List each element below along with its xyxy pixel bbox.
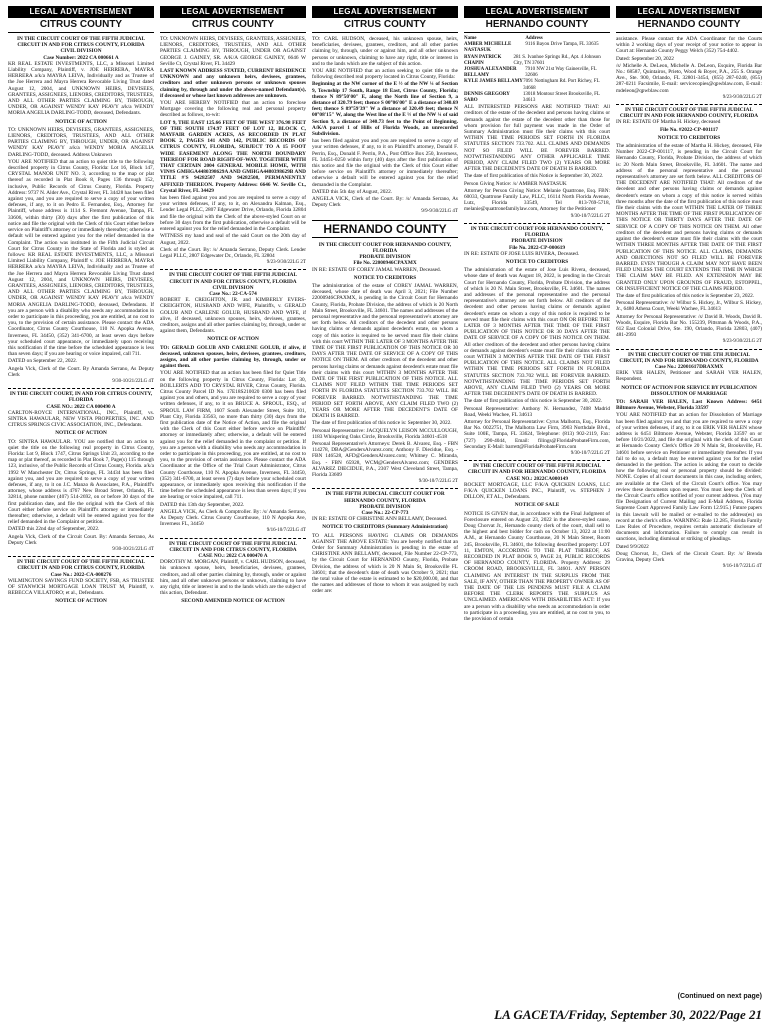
column-5 [616, 6, 762, 991]
continued-note: (Continued on next page) [677, 992, 762, 1000]
pub-code: 9/30-10/7/22LG 2T [570, 213, 610, 219]
court-heading: IN THE CIRCUIT COURT OF THE FIFTH JUDICIAL CIRCUIT IN AND FOR HERNANDO COUNTY, FLORIDA [619, 107, 759, 120]
signature: Angela Vick, Clerk of the Court. By Amanda Serrano, As Deputy Clerk [8, 365, 154, 378]
file-number: File No. 22000946CPAXMX [353, 260, 417, 267]
notice-body: YOU ARE NOTIFIED that an action seeking to quiet title to the following described real property located in Citrus County, Florida: [312, 68, 458, 81]
attorney: Attorney for Person Giving Notice: Melanie Quattrone, Esq. FBN: 60033, Quattrone Family Law, PLLC, 16114 North Florida Avenue, Lutz, Florida 33549, Tel 813-769-5718, melanie@quattronefamilylaw.com, Attorney for the Petitioner [464, 187, 610, 213]
table-row [464, 42, 610, 54]
publication-date: The date of first publication of this notice is: September 30, 2022. [312, 420, 452, 427]
notice-to: TO: CARL HUDSON, deceased, his unknown spouse, heirs, beneficiaries, devisees, grantees, creditors, and all other parties claiming by, through, under or against him, and all other unknown persons or unknown, claiming to have any right, title or interest in and to the lands which are the subject of this action. [312, 36, 458, 67]
divider [160, 269, 306, 270]
legal-notice [616, 36, 762, 101]
pub-code: 9/23-9/30/22LG 2T [266, 260, 306, 266]
notice-body: YOU ARE NOTIFIED that an action to quiet title to the following described property in Citrus County, Florida: Lot 16, Block 147, CRYSTAL MANOR UNIT NO. 3, according to the map or plat thereof as recorded in Plat Book 8, Pages 136 through 152, inclusive, Public Records of Citrus County, Florida. Property Address: 9737 N. Alder Ave., Crystal River, FL 34428 has been filed against you, and you are required to serve a copy of your written defenses, if any, to it on Pedro E. Fernandez, Esq., Attorney for Plaintiff, whose address is 1114 S. Fremont Avenue, Tampa, FL 33606, within thirty (30) days after the first publication of this notice and file the original with the Clerk of this Court either before service on Plaintiff's attorney or immediately thereafter; otherwise a default will be entered against you for the relief demanded in the Complaint. The action was instituted in the Fifth Judicial Circuit Court for Citrus County in the State of Florida and is styled as follows: KR REAL ESTATE INVESTMENTS, LLC, a Missouri Limited Liability Company, Plaintiff v. JOE HERRERA, MAYRA HERRERA a/k/a MAYRA LEIVA, Individually and as Trustee of the Joe Herrera and Mayra Herrera Revocable Living Trust dated August 12, 2004, and UNKNOWN HEIRS, DEVISEES, GRANTEES, ASSIGNEES, LIENORS, CREDITORS, TRUSTEES, AND ALL OTHER PARTIES CLAIMING BY, THROUGH, UNDER, OR AGAINST WENDY KAY PEAVY a/k/a WENDY MORIA ANGELIA DARLING-TODD, deceased, Defendants. If you are a person with a disability who needs any accommodation in order to participate in this proceeding, you are entitled, at no cost to you, to the provision of certain assistance. Please contact the ADA Coordinator, Citrus County Courthouse, 110 N. Apopka Avenue, Inverness, FL 34450, (352) 341-6700, at least seven days before your scheduled court appearance, or immediately upon receiving this notification if the time before the scheduled appearance is less than seven days; if you are hearing or voice impaired, call 711. [8, 158, 154, 358]
legal-notice [616, 107, 762, 346]
pub-code: 9/30-10/7/22LG 2T [418, 479, 458, 485]
court-heading: IN THE CIRCUIT COURT OF THE 5TH JUDICIAL CIRCUIT, IN AND FOR HERNANDO COUNTY, FLORIDA [619, 351, 759, 364]
notice-title: NOTICE TO CREDITORS (Summary Administration) [322, 524, 448, 531]
legal-notice [8, 36, 154, 385]
column-header-address: Address [525, 36, 543, 41]
personal-representative: Personal Representative: JACQUELYN LEISON MCCULLOUGH, 1183 Whispering Oaks Circle, Brooksville, Florida 34601-4518 [312, 427, 458, 440]
notice-body: YOU ARE NOTIFIED that an action has been filed for Quiet Title on the following property in Citrus County, Florida: Lot 30, BOILLERTS ADD TO CRYSTAL RIVER, Citrus County, Florida. Citrus County Parcel ID No. 17E18S210020 0300 has been filed against you and others, and you are required to serve a copy of your written defenses, if any, to it on BRUCE A. SPROUL, ESQ., of SPROUL LAW FIRM, 1607 South Alexander Street, Suite 101, Plant City, Florida 33563, no more than thirty (30) days from the first publication date of the Notice of Action, and file the original with the Clerk of this Court either before service on Plaintiffs' attorney or immediately after; otherwise, a default will be entered against you for the relief demanded in the complaint or petition. If you are a person with a disability who needs any accommodation in order to participate in this proceeding, you are entitled, at no cost to you, to the provision of certain assistance. Please contact the ADA Coordinator at the Office of the Trial Court Administrator, Citrus County Courthouse, 110 N. Apopka Avenue, Inverness, FL 34450, (352) 341-6700, at least seven (7) days before your scheduled court appearance, or immediately upon receiving this notification if the time before the scheduled appearance is less than seven days; if you are hearing or voice impaired, call 711. [160, 370, 306, 501]
dated: DATED this 22nd day of September, 2022. [8, 526, 100, 533]
signature: ANGELA VICK, As Clerk & Comptroller. By: /s/ Amanda Serrano, As Deputy Clerk. Citrus County Courthouse, 110 N Apopka Ave, Inverness FL, 34450 [160, 508, 306, 528]
case-number: CASE NO.: 2022 CA 000490 A [46, 403, 116, 410]
divider [8, 556, 154, 557]
divider [464, 223, 610, 224]
pub-code: 9/23-9/30/22LG 2T [722, 94, 762, 100]
personal-representative: Personal Representative: Anthony N. Hernandez, 7408 Madrid Road, Weeki Wachee, FL 34613 [464, 405, 610, 418]
case-number: CASE NO.: 2022CA000149 [506, 475, 568, 482]
legal-notice [312, 491, 458, 594]
column-2 [160, 6, 306, 991]
division: CIVIL DIVISION [60, 48, 102, 55]
column-4 [464, 6, 610, 991]
parties: CARLTON-ROYCE INTERNATIONAL, INC., Plaintiff, vs. SINTRA HAWAULAR, NEW VISTA PROPERTIES, INC. AND CITRUS SPRINGS CIVIC ASSOCIATION, INC., Defendants. [8, 409, 154, 429]
notice-to: TO: UNKNOWN HEIRS, DEVISEES, GRANTEES, ASSIGNEES, LIENORS, CREDITORS, TRUSTEES, AND ALL OTHER PARTIES CLAIMING BY, THROUGH, UNDER, OR AGAINST WENDY KAY PEAVY a/k/a WENDY MORIA ANGELIA DARLING-TODD, deceased. Address Unknown [8, 126, 154, 158]
beneficiary-table [464, 36, 610, 104]
divider [464, 460, 610, 461]
legal-description: Beginning at the NW corner of the E ½ of the NW ¼ of Section 9, Township 17 South, Range 18 East, Citrus County, Florida; thence N 89°50'00" E, along the North line of Section 9, a distance of 320.79 feet; thence S 00°06'00" E a distance of 340.69 feet; thence S 89°59'39" W a distance of 320.49 feet; thence N 00°08'15" W, along the West line of the E ½ of the NW ¼ of said Section 9, a distance of 340.73 feet to the Point of Beginning. A/K/A parcel 1 of Hills of Florida Woods, an unrecorded Subdivision. [312, 81, 458, 138]
estate: IN RE: ESTATE OF Martha H. Hickey, deceased [616, 119, 721, 126]
notice-body: The administration of the estate of COREY JAMAL WARREN, deceased, whose date of death was April 3, 2021; File Number 22000946CPAXMX, is pending in the Circuit Court for Hernando County, Florida, Probate Division, the address of which is 20 North Main Street, Brooksville, FL 34601. The names and addresses of the personal representative and the personal representative's attorney are set forth below. All creditors of the decedent and other persons having claims or demands against decedent's estate, on whom a copy of this notice is required to be served must file their claims with this court WITHIN THE LATER OF 3 MONTHS AFTER THE TIME OF THE FIRST PUBLICATION OF THIS NOTICE OR 30 DAYS AFTER THE DATE OF SERVICE OF A COPY OF THIS NOTICE ON THEM. All other creditors of the decedent and other persons having claims or demands against decedent's estate must file their claims with this court WITHIN 3 MONTHS AFTER THE DATE OF THE FIRST PUBLICATION OF THIS NOTICE. ALL CLAIMS NOT FILED WITHIN THE TIME PERIODS SET FORTH IN FLORIDA STATUTES SECTION 733.702 WILL BE FOREVER BARRED. NOTWITHSTANDING THE TIME PERIOD SET FORTH ABOVE, ANY CLAIM FILED TWO (2) YEARS OR MORE AFTER THE DECEDENT'S DATE OF DEATH IS BARRED. [312, 282, 458, 420]
pub-code: 9/9-9/30/22LG 4T [421, 209, 458, 215]
column-header: LEGAL ADVERTISEMENT [8, 6, 154, 18]
signature: Angela Vick, Clerk of the Circuit Court. By: Amanda Serrano, As Deputy Clerk [8, 533, 154, 546]
column-header: LEGAL ADVERTISEMENT [464, 6, 610, 18]
court-heading: IN THE CIRCUIT COURT OF THE FIFTH JUDICIAL CIRCUIT IN AND FOR HERNANDO COUNTY, FLORIDA [467, 463, 607, 476]
county-label: HERNANDO COUNTY [616, 18, 762, 33]
column-3 [312, 6, 458, 991]
case-number: CASE NO.: 2022 CA 000470 A [198, 553, 268, 560]
legal-notice [8, 391, 154, 553]
pub-code: 9/30-10/7/22LG 2T [570, 451, 610, 456]
notice-body: NOTICE IS GIVEN that, in accordance with the Final Judgment of Foreclosure entered on August 23, 2022 in the above-styled cause, Doug Chorvat Jr., Hernando county clerk of the court, shall sell to the highest and best bidder for cash on October 13, 2022 at 11:00 A.M., at Hernando County Courthouse, 20 N Main Street, Room 245, Brooksville, FL 34601, the following described property: LOT 11, EMTON, ACCORDING TO THE PLAT THEREOF, AS RECORDED IN PLAT BOOK 9, PAGE 24, PUBLIC RECORDS OF HERNANDO COUNTY, FLORIDA. Property Address: 29 CROOM ROAD, BROOKSVILLE, FL 34601. ANY PERSON CLAIMING AN INTEREST IN THE SURPLUS FROM THE SALE, IF ANY, OTHER THAN THE PROPERTY OWNER AS OF THE DATE OF THE LIS PENDENS MUST FILE A CLAIM BEFORE THE CLERK REPORTS THE SURPLUS AS UNCLAIMED. AMERICANS WITH DISABILITIES ACT: If you are a person with a disability who needs an accommodation in order to participate in a proceeding, you are entitled, at no cost to you, to the provision of certain [464, 510, 610, 623]
publication-date: The date of first publication of this notice is September 30, 2022. [464, 398, 603, 405]
attorney: Attorney for Personal Representative: /s/ David R. Woods, David R. Woods, Esquire, Florida Bar No. 155239, Pittsman & Woods, P.A., 612 East Colonial Drive, Ste. 190, Orlando, Florida 32803, (407) 481-2993 [616, 313, 762, 339]
court-heading: IN THE CIRCUIT COURT FOR HERNANDO COUNTY, FLORIDA [470, 225, 604, 239]
address-cell: 7091 Nottingham Rd. Port Richey, FL 34668 [523, 79, 600, 91]
pub-code: 9/30-10/21/22LG 4T [112, 547, 154, 553]
notice-title: NOTICE OF ACTION [55, 598, 107, 605]
notice-body: assistance. Please contact the ADA Coordinator for the Courts within 2 working days of your receipt of your notice to appear in Court at: Hernando County Peggy Welch (352) 754-4402. [616, 36, 762, 55]
signature: /s/ Michelle A. DeLeon, Michelle A. DeLeon, Esquire, Florida Bar No.: 68587, Quintairos, Prieto, Wood & Boyer, P.A., 255 S. Orange Ave., Ste. 900, Orlando, FL 32801-3454, (855) 287-0240, (855) 287-0211 Facsimile, E-mail: servicecopies@qpwblaw.com, E-mail: mdeleon@qpwblaw.com [616, 62, 762, 94]
pub-code: 9/30-10/21/22LG 4T [112, 378, 154, 384]
division: PROBATE DIVISION [511, 238, 563, 245]
column-header-name: Name [464, 36, 477, 41]
case-number: Case No.: 22-CP-773 [361, 510, 409, 517]
legal-notice [160, 272, 306, 534]
pub-code: 9/16-10/7/22LG 4T [722, 564, 762, 570]
notice-title: NOTICE OF ACTION [207, 336, 259, 343]
legal-notice [160, 36, 306, 266]
county-label: CITRUS COUNTY [160, 18, 306, 33]
attorney: Personal Representative's Attorneys: Derek B. Alvarez, Esq. - FBN 114278, DBA@GendersAlvarez.com; Anthony F. Diecidue, Esq. - FBN 146528, AFD@GendersAlvarez.com; Whitney C. Miranda, Esq. - FBN 65928, WCM@GendersAlvarez.com; GENDERS ALVAREZ DIECIDUE, P.A., 2307 West Cleveland Street, Tampa, Florida 33609 [312, 440, 458, 478]
court-heading: IN THE CIRCUIT COURT OF THE FIFTH JUDICIAL CIRCUIT IN AND FOR CITRUS COUNTY, FLORIDA [169, 540, 297, 553]
signature: Doug Chorvat, Jr., Clerk of the Circuit Court. By: /s/ Brenda Gravina, Deputy Clerk [616, 550, 762, 564]
county-label: CITRUS COUNTY [312, 18, 458, 33]
division: CIVIL DIVISION [212, 284, 254, 291]
address-cell: 9116 Bayou Drive Tampa, FL 33635 [525, 42, 599, 48]
notice-body-2: has been filed against you and you are required to serve a copy of your written defenses, if any, to it on Plaintiff's attorney, Donald F. Perrin, Esq., Donald F. Perrin, P.A., Post Office Box 250, Inverness, FL 34451-0250 within forty (40) days after the first publication of this notice and file the original with the Clerk of this Court either before service on Plaintiff's attorney or immediately thereafter; otherwise a default will be entered against you for the relief demanded in the Complaint. [312, 138, 458, 188]
case-number: Case No.: 2022-CA-000276 [50, 571, 112, 578]
court-heading: IN THE CIRCUIT COURT, IN AND FOR CITRUS COUNTY, FLORIDA [9, 391, 153, 404]
legal-notice [8, 559, 154, 604]
notice-body-2: has been filed against you and you are required to serve a copy of your written defenses, if any, to it, on Alexandra Kalman, Esq., Lender Legal PLLC, 2807 Edgewater Drive, Orlando, Florida 32804 and file the original with the Clerk of the above-styled Court on or before 30 days from the first publication, otherwise a default will be entered against you for the relief demanded in the Complaint. [160, 195, 306, 233]
page-footer-text: LA GACETA/Friday, September 30, 2022/Page 21 [494, 1006, 762, 1022]
column-header: LEGAL ADVERTISEMENT [160, 6, 306, 18]
name-cell: RYAN PATRICK CHAPIN [464, 54, 502, 66]
file-number: File No. 2022-CP-000619 [508, 244, 566, 251]
divider [616, 104, 762, 105]
notice-title: NOTICE OF ACTION [55, 430, 107, 437]
table-row [464, 67, 610, 79]
legal-notice [464, 463, 610, 622]
personal-representative: Personal Representative: /s/ Wilbur S. Hickey, Jr., Wilbur S. Hickey, Jr., 6480 Athena Court, Weeki Wachee, FL 34613 [616, 300, 762, 313]
name-cell: DENNIS GREGORY SABO [464, 91, 510, 104]
dated: DATED on September 22, 2022. [8, 358, 78, 365]
pub-code: 9/16-10/7/22LG 4T [266, 528, 306, 534]
publication-date: The date of first publication of this Notice is September 30, 2022. [464, 173, 604, 180]
case-number: Case No.: 22001617DRAXMX [654, 363, 724, 370]
parties: ROCKET MORTGAGE, LLC F/K/A QUICKEN LOANS, LLC F/K/A QUICKEN LOANS INC., Plaintiff, vs. STEPHEN J DILLON, ET AL., Defendants. [464, 481, 610, 501]
table-row [464, 79, 610, 91]
divider [160, 538, 306, 539]
court-heading: IN THE CIRCUIT COURT OF THE FIFTH JUDICIAL CIRCUIT IN AND FOR CITRUS COUNTY, FLORIDA [17, 36, 145, 49]
witness: WITNESS my hand and seal of the said Court on the 20th day of August, 2022. [160, 233, 306, 246]
page-footer [8, 992, 762, 1022]
address-cell: 13018 Montour Street Brooksville, FL 34613 [522, 91, 600, 104]
division: PROBATE DIVISION [359, 254, 411, 261]
division: PROBATE DIVISION [359, 503, 411, 510]
county-label: CITRUS COUNTY [8, 18, 154, 33]
notice-title: NOTICE OF ACTION FOR SERVICE BY PUBLICATION DISSOLUTION OF MARRIAGE [621, 384, 757, 397]
court-heading: IN THE FIFTH JUDICIAL CIRCUIT COURT FOR HERNANDO COUNTY, FLORIDA [325, 491, 445, 504]
county-section-heading: HERNANDO COUNTY [312, 220, 458, 238]
notice-body: TO ALL PERSONS HAVING CLAIMS OR DEMANDS AGAINST THE ABOVE ESTATE: You are hereby notified that an Order for Summary Administration is pending in the estate of CHRISTINE ANN BELLAMY, deceased, File Number 22-CP-773, by the Circuit Court for HERNANDO County, Florida, Probate Division, the address of which is 20 N Main St, Brooksville FL 34601; that the decedent's date of death was October 9, 2021; that the total value of the estate is estimated to be $20,000.00, and that the names and addresses of those to whom it was assigned by such order are: [312, 532, 458, 595]
legal-notice [160, 541, 306, 605]
column-1 [8, 6, 154, 991]
case-number: Case No.: 22-CA-574 [209, 290, 257, 297]
last-known-address: LAST KNOWN ADDRESS STATED, CURRENT RESIDENCE UNKNOWN and any unknown heirs, devisees, grantees, creditors and other unknown persons or unknown spouses claiming by, through and under the above-named Defendant(s), if deceased or whose last known addresses are unknown. [160, 68, 306, 99]
notice-to: TO: GERALD GOLUB AND CARLENE GOLUB, if alive, if deceased, unknown spouses, heirs, devisees, grantees, creditors, assigns, and all other parties claiming by, through, under or against them. [160, 344, 306, 370]
notice-title: NOTICE TO CREDITORS [505, 258, 569, 265]
pub-code: 9/23-9/30/22LG 2T [722, 339, 762, 345]
address-cell: 7910 NW 21st Way Gainesville, FL 32606 [525, 67, 597, 79]
parties: KR REAL ESTATE INVESTMENTS, LLC, a Missouri Limited Liability Company, Plaintiff, v. JOE HERRERA, MAYRA HERRERA a/k/a MAYRA LEIVA, Individually and as Trustee of the Joe Herrera and Mayra Herrera Revocable Living Trust dated August 12, 2004, and UNKNOWN HEIRS, DEVISEES, GRANTEES, ASSIGNEES, LIENORS, CREDITORS, TRUSTEES, AND ALL OTHER PARTIES CLAIMING BY, THROUGH, UNDER, OR AGAINST WENDY KAY PEAVY a/k/a WENDY MORIA ANGELIA DARLING-TODD, deceased, Defendants. [8, 60, 154, 117]
estate: IN RE: ESTATE OF CHRISTINE ANN BELLAMY, Deceased. [312, 516, 448, 523]
divider [312, 488, 458, 489]
notice-body: YOU ARE HEREBY NOTIFIED that an action to foreclose Mortgage covering the following real and personal property described as follows, to-wit: [160, 100, 306, 119]
parties: ROBERT E. CREIGHTON, JR. and KIMBERLY EVERS-CREIGHTON, HUSBAND AND WIFE, Plaintiffs, v. GERALD GOLUB AND CARLENE GOLUB, HUSBAND AND WIFE, if alive, if deceased, unknown spouses, heirs, devisees, grantees, creditors, assigns and all other parties claiming by, through, under or against them, Defendants. [160, 297, 306, 335]
dated: Dated: September 20, 2022 [616, 55, 674, 62]
parties: DOROTHY M. MORGAN, Plaintiff, v. CARL HUDSON, deceased, his unknown spouse, heirs, beneficiaries, devisees, grantees, creditors, and all other parties claiming by, through, under or against him, and all other unknown persons or unknown, claiming to have any right, title or interest in and to the lands which are the subject of this action, Defendant. [160, 559, 306, 597]
address-cell: 281 S. Ivanhoe Springs Rd., Apt. 4 Johnson City, TN 37601 [513, 54, 601, 66]
person-giving-notice: Person Giving Notice: /s/ AMBER NASTASUK [464, 180, 567, 187]
divider [8, 388, 154, 389]
legal-notice [616, 352, 762, 571]
divider [616, 349, 762, 350]
table-row [464, 92, 610, 104]
notice-body: The administration of the estate of Martha H. Hickey, deceased, File Number 2022-CP-001117, is pending in the Circuit Court for Hernando County, Florida, Probate Division, the address of which is: 20 North Main Street, Brooksville, FL 34601. The name and address of the personal representative and the personal representative's attorney are set forth below. ALL CREDITORS OF THE DECEDENT ARE NOTIFIED THAT: All creditors of the decedent and other persons having claims or demands against decedent's estate on whom a copy of this notice is served within three months after the date of the first publication of this notice must file their claims with the court WITHIN THE LATER OF THREE MONTHS AFTER THE TIME OF THE FIRST PUBLICATION OF THIS NOTICE OR THIRTY DAYS AFTER THE DATE OF SERVICE OF A COPY OF THIS NOTICE ON THEM. All other creditors of the decedent and persons having claims or demands against the decedent's estate must file their claims with the court WITHIN THREE MONTHS AFTER THE DATE OF THE FIRST PUBLICATION OF THIS NOTICE. ALL CLAIMS, DEMANDS AND OBJECTIONS NOT SO FILED WILL BE FOREVER BARRED. EVEN THOUGH A CLAIM MAY NOT HAVE BEEN FILED UNLESS THE COURT EXTENDS THE TIME IN WHICH THE CLAIM MAY BE FILED. AN EXTENSION MAY BE GRANTED ONLY UPON GROUNDS OF FRAUD, ESTOPPEL, OR INSUFFICIENT NOTICE OF THE CLAIMS PERIOD. [616, 143, 762, 292]
court-heading: IN THE CIRCUIT COURT OF THE FIFTH JUDICIAL CIRCUIT IN AND FOR CITRUS COUNTY, FLORIDA [169, 272, 297, 285]
parties: WILMINGTON SAVINGS FUND SOCIETY, FSB, AS TRUSTEE OF STANWICH MORTGAGE LOAN TRUST M, Plaintiff, v. REBECCA VILLATORO; et al., Defendants. [8, 577, 154, 597]
notice-body: TO: SINTRA HAWAULAR. YOU are notified that an action to quiet the title on the following real property in Citrus County, Florida: Lot 9, Block 1747, Citrus Springs Unit 23, according to the map or plat thereof, as recorded in Plat Book 7, Page(s) 115 through 123, inclusive, of the Public Records of Citrus County, Florida. a/k/a 1992 W Manchester Dr, Citrus Springs, FL 34434 has been filed against you, and you are required to serve a copy of your written defenses, if any, to it on J.C. Manzo & Associates, P.A., Plaintiff's attorney, whose address is 4767 New Broad Street, Orlando, FL 32814, phone number (407) 514-2692, on or before 30 days of the first publication date, and file the original with the Clerk of this Court either before service on Plaintiff's attorney or immediately thereafter; otherwise, a default will be entered against you for the relief demanded in the Complaint or petition. [8, 438, 154, 526]
case-number: Case Number: 2022 CA 000661 A [43, 54, 119, 61]
notice-body: YOU ARE NOTIFIED that an action for Dissolution of Marriage has been filed against you and that you are required to serve a copy of your written defenses, if any, to it on ERIK VER HALEN whose address is 6451 Biltmore Avenue, Webster, Florida 33597 on or before 10/21/2022, and file the original with the clerk of this Court at Hernando County Clerk's Office 20 N Main St, Brooksville, FL 34601 before service on Petitioner or immediately thereafter. If you fail to do so, a default may be entered against you for the relief demanded in the petition. The action is asking the court to decide how the following real or personal property should be divided: NONE. Copies of all court documents in this case, including orders, are available at the Clerk of the Circuit Court's office. You may review these documents upon request. You must keep the Clerk of the Circuit Court's office notified of your current address. (You may file Designation of Current Mailing and E-Mail Address, Florida Supreme Court Approved Family Law Form 12.915.) Future papers in this lawsuit will be mailed or e-mailed to the address(es) on record at the clerk's office. WARNING: Rule 12.285, Florida Family Law Rules of Procedure, requires certain automatic disclosure of documents and information. Failure to comply can result in sanctions, including dismissal or striking of pleadings. [616, 412, 762, 543]
dated: Dated 9/9/2022 [616, 543, 649, 550]
publication-date: The date of first publication of this notice is September 23, 2022. [616, 292, 755, 299]
attorney: Attorney for Personal Representative: Cyrus Malhotra, Esq., Florida Bar No. 0022751, The Malhotra Law Firm, 3903 Northdale Blvd., Suite 100E, Tampa, FL 33624, Telephone: (813) 902-2119, Fax: (727) 290-4044, Email: filings@FloridaProbateFirm.com, Secondary E-Mail: barrett@FloridaProbateFirm.com [464, 418, 610, 450]
legal-notice [464, 36, 610, 220]
signature: Clerk of the Court. By: /s/ Amanda Serrano, Deputy Clerk. Lender Legal PLLC, 2807 Edgewater Dr., Orlando, FL 32804 [160, 246, 306, 259]
notice-title: SECOND AMENDED NOTICE OF ACTION [181, 598, 285, 605]
legal-notice [312, 242, 458, 486]
legal-notice [464, 226, 610, 457]
notice-body: ALL INTERESTED PERSONS ARE NOTIFIED THAT: All creditors of the estate of the decedent and persons having claims or demands against the estate of the decedent other than those for whom provision for full payment was made in the Order of Summary Administration must file their claims with this court WITHIN THE TIME PERIODS SET FORTH IN FLORIDA STATUTES SECTION 733.702. ALL CLAIMS AND DEMANDS NOT SO FILED WILL BE FOREVER BARRED. NOTWITHSTANDING ANY OTHER APPLICABLE TIME PERIOD, ANY CLAIM FILED TWO (2) YEARS OR MORE AFTER THE DECEDENT'S DATE OF DEATH IS BARRED. [464, 104, 610, 173]
county-label: HERNANDO COUNTY [464, 18, 610, 33]
notice-title: NOTICE OF ACTION [55, 118, 107, 125]
notice-body: The administration of the estate of Jose Luis Rivera, deceased, whose date of death was August 18, 2022, is pending in the Circuit Court for Hernando County, Florida, Probate Division, the address of which is 20 N. Main Street, Brooksville, FL 34601. The names and addresses of the personal representative and the personal representative's attorney are set forth below. All creditors of the decedent and other persons having claims or demands against decedent's estate on whom a copy of this notice is required to be served must file their claims with this court ON OR BEFORE THE LATER OF 3 MONTHS AFTER THE TIME OF THE FIRST PUBLICATION OF THIS NOTICE OR 30 DAYS AFTER THE DATE OF SERVICE OF A COPY OF THIS NOTICE ON THEM. All other creditors of the decedent and other persons having claims or demands against decedent's estate must file their claims with this court WITHIN 3 MONTHS AFTER THE DATE OF THE FIRST PUBLICATION OF THIS NOTICE. ALL CLAIMS NOT FILED WITHIN THE TIME PERIODS SET FORTH IN FLORIDA STATUTES SECTION 733.702 WILL BE FOREVER BARRED. NOTWITHSTANDING THE TIME PERIODS SET FORTH ABOVE, ANY CLAIM FILED TWO (2) YEARS OR MORE AFTER THE DECEDENT'S DATE OF DEATH IS BARRED. [464, 267, 610, 398]
legal-notice [312, 36, 458, 216]
name-cell: AMBER MICHELLE NASTASUK [464, 42, 512, 54]
signature: ANGELA VICK, Clerk of the Court. By: /s/ Amanda Serrano, As Deputy Clerk [312, 196, 458, 209]
dated: DATED this 13th day September, 2022. [160, 501, 245, 508]
court-heading: IN THE CIRCUIT COURT OF THE FIFTH JUDICIAL CIRCUIT IN AND FOR CITRUS COUNTY, FLORIDA [17, 559, 145, 572]
legal-description: LOT 9, THE EAST 125.66 FEET OF THE WEST 376.98 FEET OF THE SOUTH 174.97 FEET OF LOT 12, BLOCK C, MAYFAIR GARDEN ACRES, AS RECORDED IN PLAT BOOK 2, PAGES 141 AND 142, PUBLIC RECORDS OF CITRUS COUNTY, FLORIDA, SUBJECT TO A 15 FOOT WIDE EASEMENT ALONG THE NORTH BOUNDARY THEREOF FOR ROAD RIGHT-OF-WAY. TOGETHER WITH THAT CERTAIN 2004 GENERAL MOBILE HOME, WITH VIN#S GMHGA4480398629A AND GMHGA4480398629B AND TITLE #'S 94282507 AND 94282508, PERMANENTLY AFFIXED THEREON. Property Address: 6646 W. Seville Ct., Crystal River, FL 34429 [160, 119, 306, 194]
court-heading: IN THE CIRCUIT COURT FOR HERNANDO COUNTY, FLORIDA [318, 241, 452, 254]
estate: IN RE: ESTATE OF COREY JAMAL WARREN, Deceased. [312, 266, 441, 273]
table-row [464, 55, 610, 67]
column-header: LEGAL ADVERTISEMENT [616, 6, 762, 18]
notice-to: TO: SARAH VER HALEN, Last Known Address: 6451 Biltmore Avenue, Webster, Florida 33597 [616, 398, 762, 412]
column-header: LEGAL ADVERTISEMENT [312, 6, 458, 18]
notice-title: NOTICE TO CREDITORS [657, 134, 721, 141]
file-number: File No. #2022-CP-001117 [659, 126, 719, 133]
name-cell: KYLE JAMES BELLAMY [464, 79, 523, 85]
notice-title: NOTICE TO CREDITORS [353, 274, 417, 281]
name-cell: JOSHUA ALEXANDER BELLAMY [464, 67, 517, 79]
parties: ERIK VER HALEN, Petitioner and SARAH VER HALEN, Respondent. [616, 370, 762, 383]
estate: IN RE: ESTATE OF JOSE LUIS RIVERA, Deceased. [464, 250, 580, 257]
notice-title: NOTICE OF SALE [514, 502, 560, 509]
notice-to: TO: UNKNOWN HEIRS, DEVISEES, GRANTEES, ASSIGNEES, LIENORS, CREDITORS, TRUSTEES, AND ALL OTHER PARTIES CLAIMING BY, THROUGH, UNDER OR AGAINST GEORGE J. GAINEY, SR. A/K/A GEORGE GAINEY, 6646 W Seville Ct, Crystal River, FL 34429 [160, 36, 306, 67]
dated: DATED this 5th day of August, 2022. [312, 188, 393, 195]
